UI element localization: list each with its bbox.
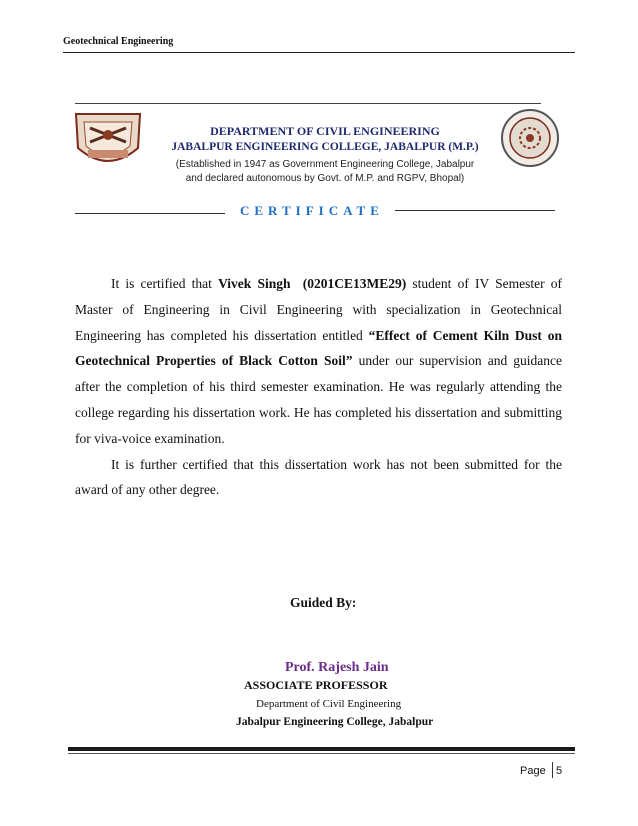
guide-department: Department of Civil Engineering	[256, 698, 402, 710]
college-seal-icon	[500, 108, 560, 168]
guide-college: Jabalpur Engineering College, Jabalpur	[236, 716, 434, 728]
header-title: Geotechnical Engineering	[63, 36, 174, 47]
department-heading: DEPARTMENT OF CIVIL ENGINEERING	[210, 124, 440, 138]
certificate-rule-right	[395, 210, 555, 211]
establishment-note	[150, 158, 500, 186]
guide-designation: ASSOCIATE PROFESSOR	[244, 678, 388, 692]
p1-spacer	[290, 276, 302, 291]
page-label: Page	[520, 765, 546, 777]
certificate-rule-left	[75, 213, 225, 214]
certificate-paragraph-1	[75, 271, 562, 452]
dissertation-title: “Effect of Cement Kiln Dust on Geotechnical Properties of Black Cotton Soil”	[75, 327, 562, 369]
header-rule	[63, 52, 575, 53]
footer-rule-thick	[68, 747, 575, 751]
roll-number: (0201CE13ME29)	[302, 276, 407, 291]
page-separator	[552, 762, 553, 778]
guided-by-label: Guided By:	[290, 595, 357, 610]
letterhead-top-rule	[75, 103, 541, 104]
certificate-paragraph-2: It is further certified that this dissertation work has not been submitted for the award of any other degree.	[75, 456, 562, 498]
establishment-line-1: (Established in 1947 as Government Engineering College, Jabalpur	[175, 159, 475, 170]
college-crest-icon	[70, 108, 146, 174]
certificate-title: CERTIFICATE	[240, 203, 384, 218]
p1-text-1: It is certified that	[111, 276, 219, 291]
guide-name: Prof. Rajesh Jain	[285, 660, 389, 675]
page-number: 5	[556, 765, 563, 777]
certificate-body	[75, 271, 562, 503]
student-name: Vivek Singh	[218, 276, 291, 291]
p1-text-3: under our supervision and guidance after the completion of his third semester examination. He was regularly attending the college regarding his dissertation work. He has completed his dissertation and submitting for viva-voice examination.	[75, 353, 563, 446]
establishment-line-2: and declared autonomous by Govt. of M.P. and RGPV, Bhopal)	[185, 173, 465, 184]
p1-text-2: student of IV Semester of Master of Engineering in Civil Engineering with specialization in Geotechnical Engineering has completed his dissertation entitled	[75, 276, 562, 343]
college-heading: JABALPUR ENGINEERING COLLEGE, JABALPUR (M.P.)	[171, 141, 479, 153]
footer-rule-thin	[68, 753, 575, 754]
